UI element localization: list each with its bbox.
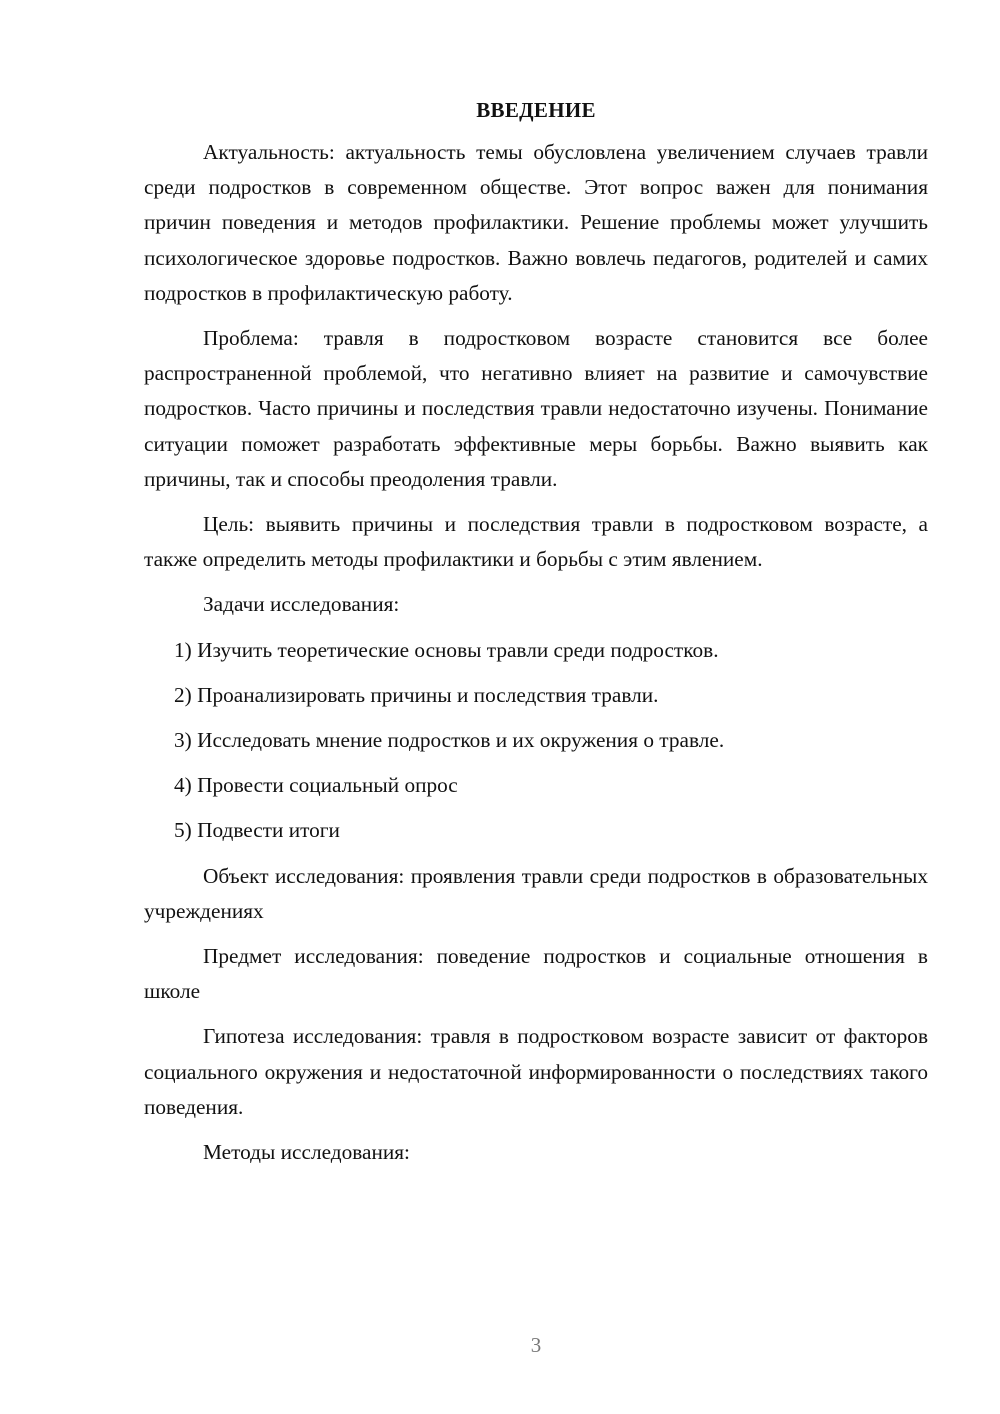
list-item: 3) Исследовать мнение подростков и их окружения о травле. [174,728,725,753]
paragraph-hypothesis: Гипотеза исследования: травля в подростковом возрасте зависит от факторов социального окружения и недостаточной информированности о последствиях такого поведения. [144,1024,928,1119]
page-title: ВВЕДЕНИЕ [476,98,596,122]
paragraph-relevance: Актуальность: актуальность темы обусловлена увеличением случаев травли среди подростков в современном обществе. Этот вопрос важен для понимания причин поведения и методов профилактики. Решение проблемы может улучшить психологическое здоровье подростков. Важно вовлечь педагогов, родителей и самих подростков в профилактическую работу. [144,140,928,305]
list-item: 4) Провести социальный опрос [174,773,458,798]
tasks-heading: Задачи исследования: [203,592,400,617]
paragraph-object: Объект исследования: проявления травли среди подростков в образовательных учреждениях [144,863,928,923]
document-page [144,95,928,1180]
list-item: 1) Изучить теоретические основы травли среди подростков. [174,637,719,662]
paragraph-subject: Предмет исследования: поведение подростков и социальные отношения в школе [144,944,928,1004]
list-item: 5) Подвести итоги [174,818,340,843]
tasks-list [144,633,928,849]
list-item: 2) Проанализировать причины и последствия травли. [174,682,659,707]
paragraph-goal: Цель: выявить причины и последствия травли в подростковом возрасте, а также определить методы профилактики и борьбы с этим явлением. [144,512,928,572]
paragraph-problem: Проблема: травля в подростковом возрасте становится все более распространенной проблемой, что негативно влияет на развитие и самочувствие подростков. Часто причины и последствия травли недостаточно изучены. Понимание ситуации поможет разработать эффективные меры борьбы. Важно выявить как причины, так и способы преодоления травли. [144,326,928,491]
page-number: 3 [530,1333,542,1357]
methods-heading: Методы исследования: [203,1140,410,1165]
